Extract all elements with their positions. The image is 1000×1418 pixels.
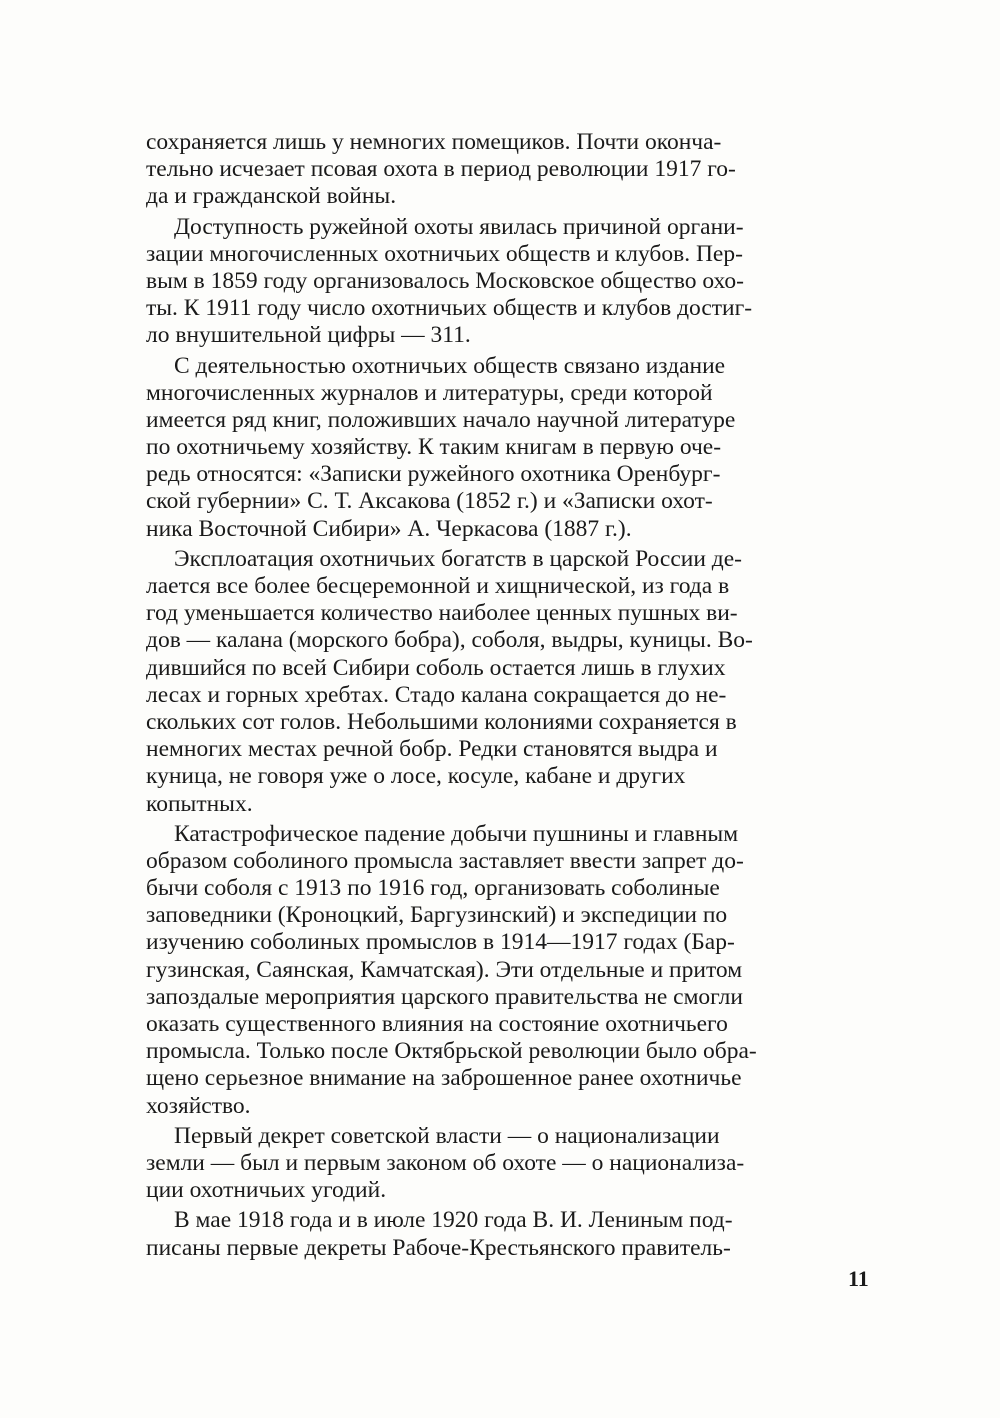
text-line: запоздалые мероприятия царского правительства не смогли [146, 983, 743, 1010]
text-line: Первый декрет советской власти — о национализации [174, 1122, 720, 1149]
text-line: скольких сот голов. Небольшими колониями сохраняется в [146, 708, 737, 735]
page-number: 11 [848, 1266, 869, 1291]
text-line: зации многочисленных охотничьих обществ и клубов. Пер- [146, 240, 743, 267]
text-line: по охотничьему хозяйству. К таким книгам в первую оче- [146, 434, 722, 461]
text-line: год уменьшается количество наиболее ценных пушных ви- [146, 600, 738, 627]
paragraph [146, 353, 896, 543]
text-line: ции охотничьих угодий. [146, 1177, 387, 1204]
text-line: тельно исчезает псовая охота в период революции 1917 го- [146, 156, 736, 183]
text-line: бычи соболя с 1913 по 1916 год, организовать соболиные [146, 875, 720, 902]
text-line: ской губернии» С. Т. Аксакова (1852 г.) и «Записки охот- [146, 488, 713, 515]
page-body [146, 129, 896, 1262]
text-line: изучению соболиных промыслов в 1914—1917 годах (Бар- [146, 929, 735, 956]
text-line: образом соболиного промысла заставляет ввести запрет до- [146, 847, 744, 874]
text-line: дившийся по всей Сибири соболь остается лишь в глухих [146, 654, 726, 681]
text-line: ника Восточной Сибири» А. Черкасова (1887 г.). [146, 515, 632, 542]
text-line: земли — был и первым законом об охоте — о национализа- [146, 1149, 745, 1176]
text-line: ты. К 1911 году число охотничьих обществ и клубов достиг- [146, 295, 753, 322]
paragraph [146, 546, 896, 818]
text-line: С деятельностью охотничьих обществ связано издание [174, 352, 726, 379]
text-line: хозяйство. [146, 1092, 251, 1119]
text-line: Катастрофическое падение добычи пушнины и главным [174, 820, 739, 847]
text-line: писаны первые декреты Рабоче-Крестьянского правитель- [146, 1234, 731, 1261]
text-line: сохраняется лишь у немногих помещиков. Почти оконча- [146, 129, 722, 155]
text-line: Доступность ружейной охоты явилась причиной органи- [174, 213, 744, 240]
paragraph [146, 1123, 896, 1205]
paragraph [146, 821, 896, 1120]
text-line: ло внушительной цифры — 311. [146, 322, 471, 349]
text-line: имеется ряд книг, положивших начало научной литературе [146, 406, 736, 433]
text-line: немногих местах речной бобр. Редки становятся выдра и [146, 736, 718, 763]
text-line: да и гражданской войны. [146, 183, 397, 210]
text-line: заповедники (Кроноцкий, Баргузинский) и экспедиции по [146, 902, 728, 929]
text-line: лесах и горных хребтах. Стадо калана сокращается до не- [146, 681, 727, 708]
paragraph [146, 1207, 896, 1261]
text-line: куница, не говоря уже о лосе, косуле, кабане и других [146, 763, 686, 790]
text-line: дов — калана (морского бобра), соболя, выдры, куницы. Во- [146, 627, 753, 654]
text-line: копытных. [146, 790, 253, 817]
text-line: редь относятся: «Записки ружейного охотника Оренбург- [146, 461, 721, 488]
text-line: В мае 1918 года и в июле 1920 года В. И. Лениным под- [174, 1207, 733, 1234]
text-line: щено серьезное внимание на заброшенное ранее охотничье [146, 1065, 742, 1092]
text-line: лается все более бесцеремонной и хищнической, из года в [146, 573, 730, 599]
text-line: вым в 1859 году организовалось Московское общество охо- [146, 267, 744, 294]
text-line: оказать существенного влияния на состояние охотничьего [146, 1011, 728, 1037]
paragraph [146, 129, 896, 211]
text-line: многочисленных журналов и литературы, среди которой [146, 379, 713, 406]
text-line: промысла. Только после Октябрьской революции было обра- [146, 1038, 757, 1065]
text-line: Эксплоатация охотничьих богатств в царской России де- [174, 545, 742, 572]
text-line: гузинская, Саянская, Камчатская). Эти отдельные и притом [146, 956, 743, 983]
paragraph [146, 214, 896, 350]
